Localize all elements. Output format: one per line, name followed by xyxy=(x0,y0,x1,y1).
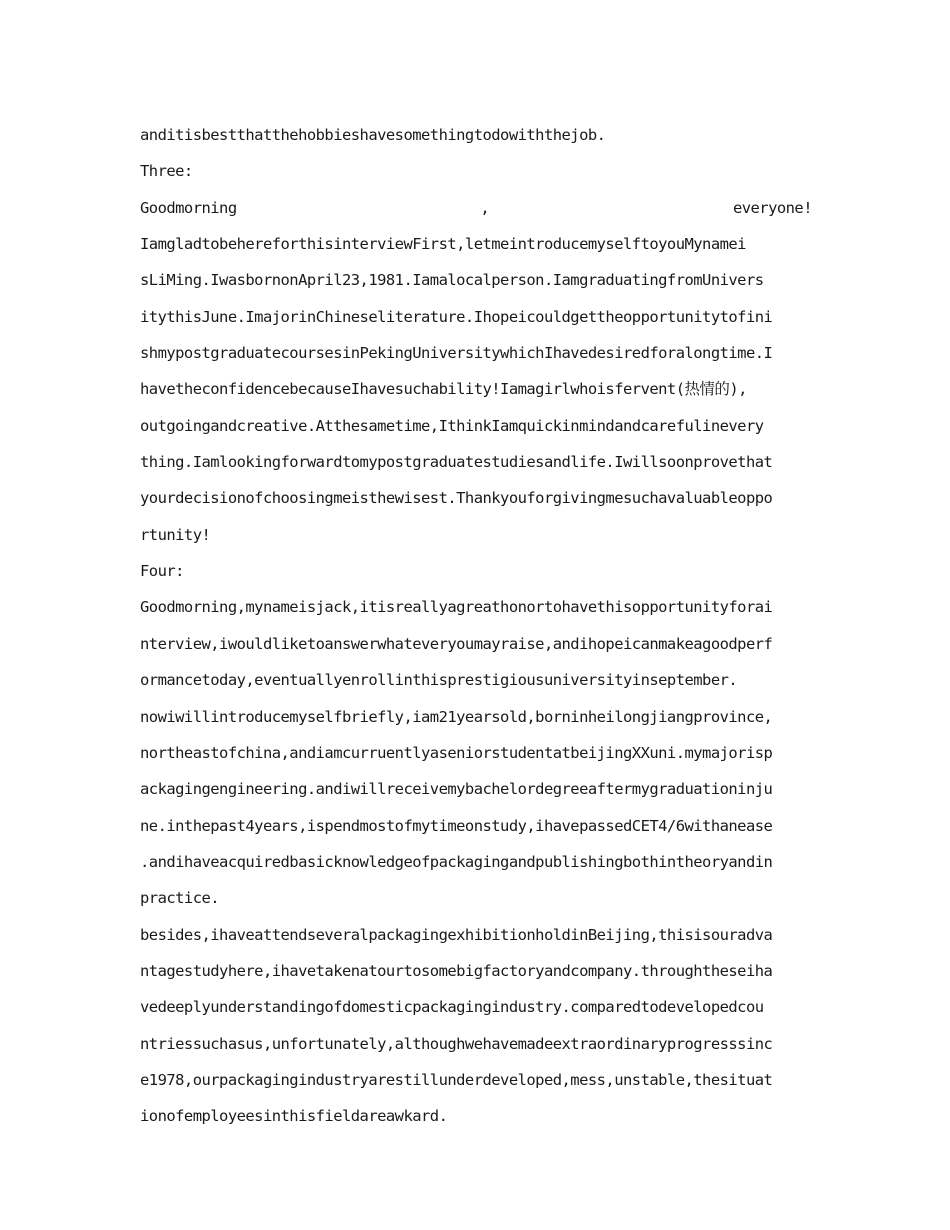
text-line: vedeeplyunderstandingofdomesticpackagingindustry.comparedtodevelopedcou xyxy=(140,998,764,1017)
text-line: nterview,iwouldliketoanswerwhateveryoumayraise,andihopeicanmakeagoodperf xyxy=(140,634,773,653)
text-line: ntagestudyhere,ihavetakenatourtosomebigfactoryandcompany.throughtheseiha xyxy=(140,961,773,980)
text-line: shmypostgraduatecoursesinPekingUniversitywhichIhavedesiredforalongtime.I xyxy=(140,344,773,363)
text-line: yourdecisionofchoosingmeisthewisest.Thankyouforgivingmesuchavaluableoppo xyxy=(140,489,773,508)
greeting-right: everyone! xyxy=(732,198,812,217)
text-line: itythisJune.ImajorinChineseliterature.Ihopeicouldgettheopportunitytofini xyxy=(140,307,773,326)
text-line: rtunity! xyxy=(140,525,211,544)
greeting-line xyxy=(140,190,812,226)
text-line: besides,ihaveattendseveralpackagingexhibitionholdinBeijing,thisisouradva xyxy=(140,925,773,944)
section-heading-four: Four: xyxy=(140,562,184,581)
text-line: ormancetoday,eventuallyenrollinthisprestigiousuniversityinseptember. xyxy=(140,671,738,690)
text-line: ionofemployeesinthisfieldareawkard. xyxy=(140,1107,448,1126)
greeting-comma: , xyxy=(480,198,490,217)
text-line: outgoingandcreative.Atthesametime,IthinkIamquickinmindandcarefulinevery xyxy=(140,416,764,435)
text-line: anditisbestthatthehobbieshavesomethingtodowiththejob. xyxy=(140,126,606,144)
greeting-left: Goodmorning xyxy=(140,198,237,217)
document-body xyxy=(140,117,812,1135)
text-line: practice. xyxy=(140,889,220,908)
text-line: northeastofchina,andiamcurruentlyaseniorstudentatbeijingXXuni.mymajorisp xyxy=(140,743,773,762)
text-line: ackagingengineering.andiwillreceivemybachelordegreeaftermygraduationinju xyxy=(140,780,773,799)
text-line: .andihaveacquiredbasicknowledgeofpackagingandpublishingbothintheoryandin xyxy=(140,852,773,871)
text-line: sLiMing.IwasbornonApril23,1981.Iamalocalperson.IamgraduatingfromUnivers xyxy=(140,271,764,290)
text-line: ne.inthepast4years,ispendmostofmytimeonstudy,ihavepassedCET4/6withanease xyxy=(140,816,773,835)
text-line: nowiwillintroducemyselfbriefly,iam21yearsold,borninheilongjiangprovince, xyxy=(140,707,773,726)
text-line: Goodmorning,mynameisjack,itisreallyagreathonortohavethisopportunityforai xyxy=(140,598,773,617)
text-line: thing.Iamlookingforwardtomypostgraduatestudiesandlife.Iwillsoonprovethat xyxy=(140,453,773,472)
text-line: e1978,ourpackagingindustryarestillunderdeveloped,mess,unstable,thesituat xyxy=(140,1070,773,1089)
text-line: IamgladtobehereforthisinterviewFirst,letmeintroducemyselftoyouMynamei xyxy=(140,235,746,254)
text-line: ntriessuchasus,unfortunately,althoughwehavemadeextraordinaryprogresssinc xyxy=(140,1034,773,1053)
text-line: havetheconfidencebecauseIhavesuchability!Iamagirlwhoisfervent(热情的), xyxy=(140,380,747,399)
section-heading-three: Three: xyxy=(140,162,193,181)
